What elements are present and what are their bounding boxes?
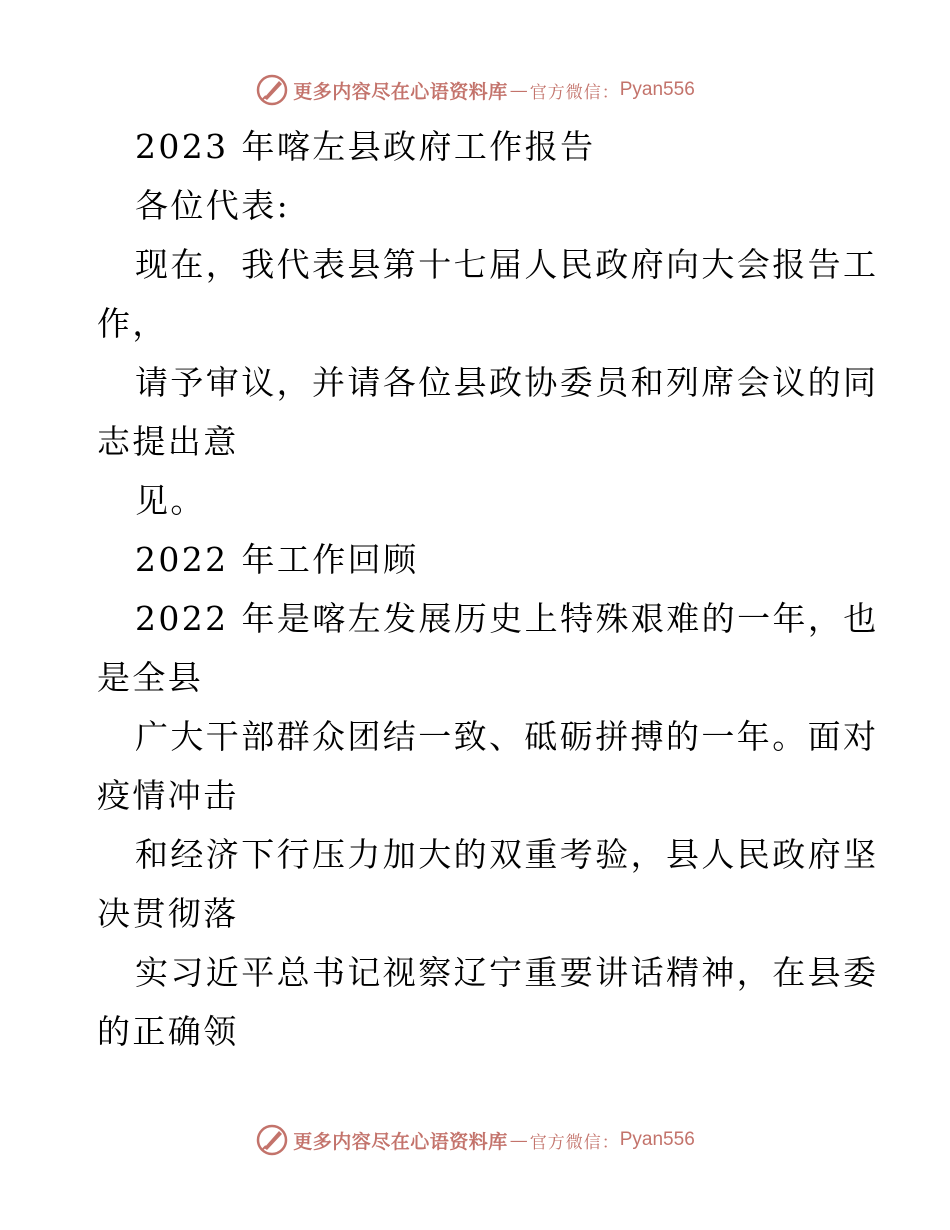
- paragraph-line: 广大干部群众团结一致、砥砺拼搏的一年。面对: [135, 717, 879, 756]
- paragraph-line: 决贯彻落: [97, 894, 239, 933]
- paragraph-line: 2022 年是喀左发展历史上特殊艰难的一年，也: [135, 599, 879, 638]
- quill-logo-icon: [255, 73, 289, 107]
- paragraph-line: 和经济下行压力加大的双重考验，县人民政府坚: [135, 835, 879, 874]
- section-heading: 2022 年工作回顾: [135, 540, 419, 579]
- document-title: 2023 年喀左县政府工作报告: [135, 127, 596, 166]
- footer-wechat-handle: Pyan556: [619, 1129, 695, 1150]
- paragraph-line: 请予审议，并请各位县政协委员和列席会议的同: [135, 363, 879, 402]
- header-site-name: 更多内容尽在心语资料库: [293, 80, 508, 103]
- header-banner: [0, 70, 950, 110]
- header-wechat-label: 官方微信：: [529, 82, 620, 103]
- paragraph-line: 现在，我代表县第十七届人民政府向大会报告工: [135, 245, 879, 284]
- paragraph-line: 疫情冲击: [97, 776, 239, 815]
- paragraph-line: 作，: [97, 304, 168, 343]
- salutation: 各位代表:: [135, 186, 291, 225]
- footer-dash: —: [509, 1129, 528, 1151]
- paragraph-line: 的正确领: [97, 1012, 239, 1051]
- footer-wechat-label: 官方微信：: [529, 1132, 620, 1153]
- footer-banner: [0, 1120, 950, 1160]
- paragraph-line: 见。: [135, 481, 206, 520]
- document-body: [97, 117, 879, 1061]
- paragraph-line: 志提出意: [97, 422, 239, 461]
- footer-site-name: 更多内容尽在心语资料库: [293, 1130, 508, 1153]
- quill-logo-icon: [255, 1123, 289, 1157]
- paragraph-line: 是全县: [97, 658, 204, 697]
- paragraph-line: 实习近平总书记视察辽宁重要讲话精神，在县委: [135, 953, 879, 992]
- header-wechat-handle: Pyan556: [619, 79, 695, 100]
- header-dash: —: [509, 79, 528, 101]
